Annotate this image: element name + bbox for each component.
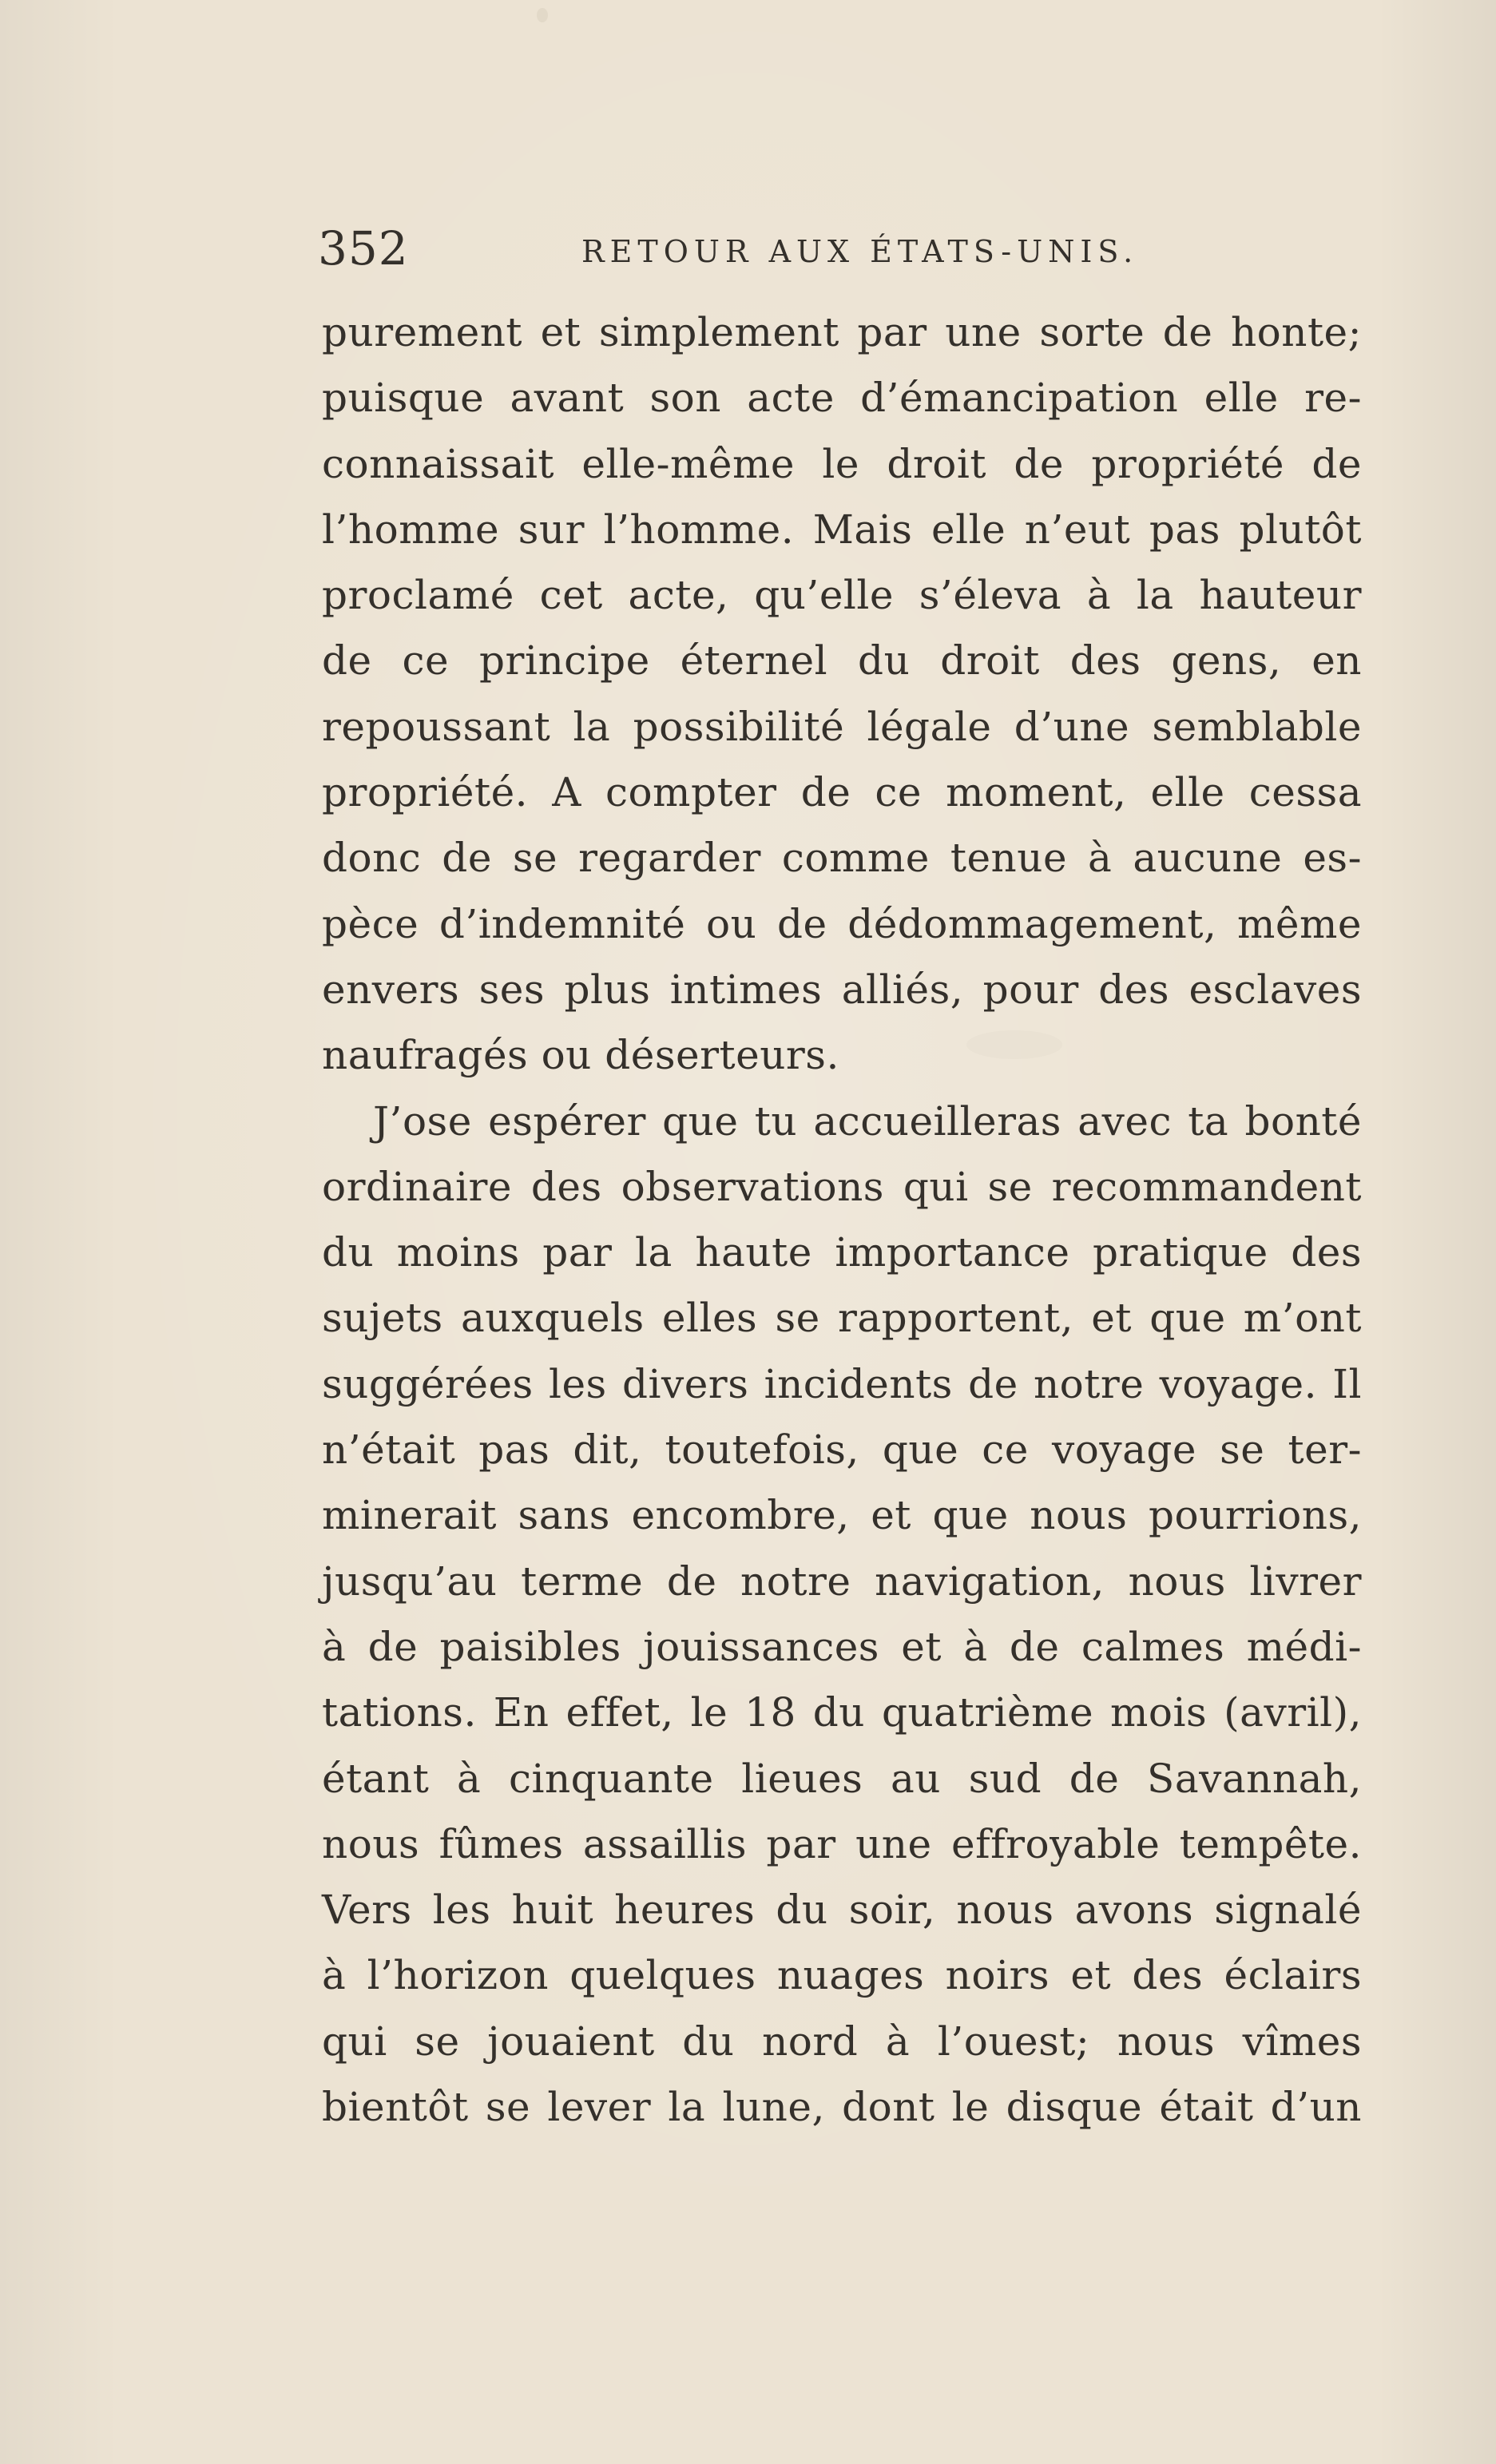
text-line: proclamé cet acte, qu’elle s’éleva à la hauteur [322,572,1362,619]
text-line: jusqu’au terme de notre navigation, nous livrer [322,1557,1362,1605]
text-line: propriété. A compter de ce moment, elle cessa [322,769,1362,816]
text-line: donc de se regarder comme tenue à aucune es- [322,835,1362,882]
paper-stain [537,8,548,22]
text-line: purement et simplement par une sorte de honte; [322,309,1362,355]
text-line: pèce d’indemnité ou de dédommagement, même [322,900,1362,947]
text-line: tations. En effet, le 18 du quatrième mois (avril), [322,1689,1362,1736]
text-line: envers ses plus intimes alliés, pour des esclaves [322,966,1362,1013]
text-line: ordinaire des observations qui se recommandent [322,1163,1362,1210]
text-line: repoussant la possibilité légale d’une semblable [322,703,1362,750]
page-body [322,300,1362,2140]
text-line: J’ose espérer que tu accueilleras avec ta bonté [373,1097,1362,1145]
text-line: étant à cinquante lieues au sud de Savannah, [322,1755,1362,1802]
text-line: minerait sans encombre, et que nous pourrions, [322,1492,1362,1539]
text-line: connaissait elle-même le droit de propriété de [322,440,1362,487]
text-line: l’homme sur l’homme. Mais elle n’eut pas plutôt [322,506,1362,553]
text-line: sujets auxquels elles se rapportent, et que m’ont [322,1295,1362,1342]
text-line: puisque avant son acte d’émancipation elle re- [322,375,1362,422]
text-line: Vers les huit heures du soir, nous avons signalé [322,1887,1362,1934]
text-line: à l’horizon quelques nuages noirs et des éclairs [322,1952,1362,1999]
text-line: nous fûmes assaillis par une effroyable tempête. [322,1820,1362,1867]
text-line: n’était pas dit, toutefois, que ce voyage se ter- [322,1426,1362,1474]
page-header [318,221,1371,289]
running-head: RETOUR AUX ÉTATS-UNIS. [581,234,1139,269]
paragraph-1 [322,300,1362,1089]
text-line: naufragés ou déserteurs. [322,1032,839,1079]
text-line: de ce principe éternel du droit des gens, en [322,637,1362,684]
text-line: bientôt se lever la lune, dont le disque était d’un [322,2084,1362,2131]
text-line: du moins par la haute importance pratique des [322,1229,1362,1276]
text-line: à de paisibles jouissances et à de calmes médi- [322,1623,1362,1670]
paragraph-2 [322,1089,1362,2141]
text-line: qui se jouaient du nord à l’ouest; nous vîmes [322,2018,1362,2065]
page-number: 352 [318,221,409,276]
text-line: suggérées les divers incidents de notre voyage. Il [322,1360,1362,1407]
